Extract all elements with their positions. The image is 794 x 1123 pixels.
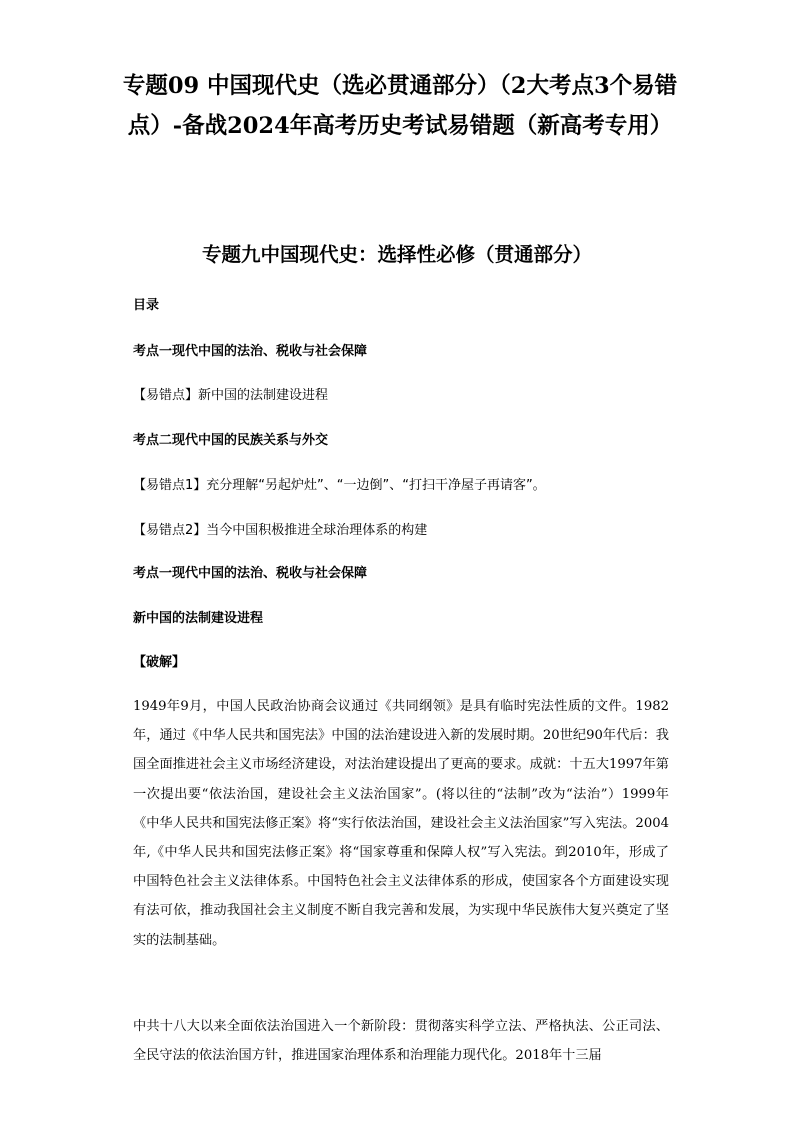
toc-item-error-point: 【易错点】新中国的法制建设进程 [133,388,329,403]
toc-item-topic-1: 考点一现代中国的法治、税收与社会保障 [133,344,368,359]
section-subheading: 新中国的法制建设进程 [133,611,264,626]
toc-item-topic-2: 考点二现代中国的民族关系与外交 [133,433,329,448]
toc-item-error-point-2: 【易错点2】当今中国积极推进全球治理体系的构建 [133,523,428,538]
toc-item-error-point-1: 【易错点1】充分理解“另起炉灶”、“一边倒”、“打扫干净屋子再请客”。 [133,478,546,493]
section-label: 【破解】 [133,655,186,670]
body-paragraph-1: 1949年9月，中国人民政治协商会议通过《共同纲领》是具有临时宪法性质的文件。1982年，通过《中华人民共和国宪法》中国的法治建设进入新的发展时期。20世纪90年代后：我国全面推进社会主义市场经济建设，对法治建设提出了更高的要求。成就：十五大1997年第一次提出要“依法治国，建设社会主义法治国家”。(将以往的“法制”改为“法治”）1999年《中华人民共和国宪法修正案》将“实行依法治国，建设社会主义法治国家”写入宪法。2004年,《中华人民共和国宪法修正案》将“国家尊重和保障人权”写入宪法。到2010年，形成了中国特色社会主义法律体系。中国特色社会主义法律体系的形成，使国家各个方面建设实现有法可依，推动我国社会主义制度不断自我完善和发展，为实现中华民族伟大复兴奠定了坚实的法制基础。 [133,699,669,948]
document-title: 专题09 中国现代史（选必贯通部分）（2大考点3个易错点）-备战2024年高考历史考试易错题（新高考专用） [122,73,678,139]
toc-heading: 目录 [133,298,160,313]
body-paragraph-2: 中共十八大以来全面依法治国进入一个新阶段：贯彻落实科学立法、严格执法、公正司法、全民守法的依法治国方针，推进国家治理体系和治理能力现代化。2018年十三届 [133,1019,669,1064]
section-heading: 考点一现代中国的法治、税收与社会保障 [133,566,368,581]
section-title: 专题九中国现代史：选择性必修（贯通部分） [201,243,592,266]
